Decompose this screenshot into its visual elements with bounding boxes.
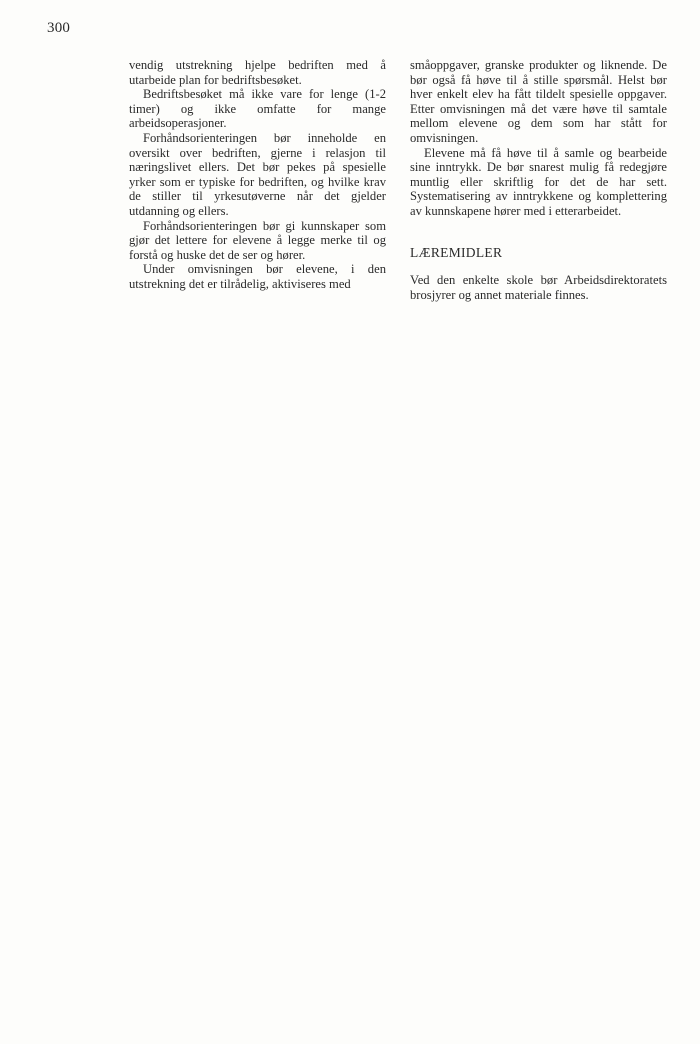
paragraph-visit-duration: Bedriftsbesøket må ikke vare for lenge (1-2 timer) og ikke omfatte for mange arbeidsoperasjoner. (129, 87, 386, 131)
paragraph-pre-orientation-overview: Forhåndsorienteringen bør inneholde en oversikt over bedriften, gjerne i relasjon til næringslivet ellers. Det bør pekes på spesielle yrker som er typiske for bedriften, og hvilke krav de stiller til yrkesutøverne når det gjelder utdanning og ellers. (129, 130, 386, 218)
right-text-column (410, 58, 667, 302)
paragraph-follow-up: Elevene må få høve til å samle og bearbeide sine inntrykk. De bør snarest mulig få redegjøre muntlig eller skriftlig for det de har sett. Systematisering av inntrykkene og komplettering av kunnskapene hører med i etterarbeidet. (410, 145, 667, 218)
paragraph-during-tour: Under omvisningen bør elevene, i den utstrekning det er tilrådelig, aktiviseres med (129, 262, 386, 291)
paragraph-continuation: vendig utstrekning hjelpe bedriften med å utarbeide plan for bedriftsbesøket. (129, 58, 386, 87)
paragraph-pre-orientation-knowledge: Forhåndsorienteringen bør gi kunnskaper som gjør det lettere for elevene å legge merke til og forstå og huske det de ser og hører. (129, 218, 386, 262)
left-text-column (129, 58, 386, 292)
section-heading-teaching-materials: LÆREMIDLER (410, 244, 503, 260)
paragraph-tour-tasks: småoppgaver, granske produkter og liknende. De bør også få høve til å stille spørsmål. Helst bør hver enkelt elev ha fått tildelt spesielle oppgaver. Etter omvisningen må det være høve til samtale mellom elevene og dem som har stått for omvisningen. (410, 58, 667, 145)
paragraph-teaching-materials: Ved den enkelte skole bør Arbeidsdirektoratets brosjyrer og annet materiale finnes. (410, 273, 667, 302)
page-number: 300 (47, 20, 71, 36)
